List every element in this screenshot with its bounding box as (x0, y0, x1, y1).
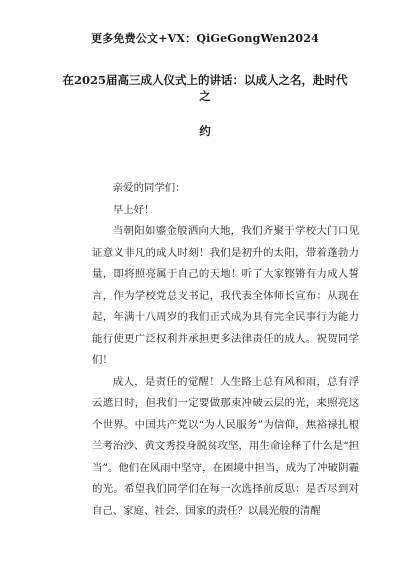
paragraph-1: 当朝阳如鎏金般洒向大地，我们齐聚于学校大门口见证意义非凡的成人时刻！我们是初升的太阳，带着蓬勃力量，即将照亮属于自己的天地！听了大家铿锵有力成人誓言，作为学校党总支书记，我代表全体师长宣布：从现在起，年满十八周岁的我们正式成为具有完全民事行为能力能行使更广泛权利并承担更多法律责任的成人。祝贺同学们！ (92, 225, 359, 366)
promo-header: 更多免费公文+VX：QiGeGongWen2024 (91, 32, 319, 45)
paragraph-2: 成人，是责任的觉醒！人生路上总有风和雨，总有浮云遮日时，但我们一定要做那束冲破云层的光，来照亮这个世界。中国共产党以“为人民服务”为信仰，焦裕禄扎根兰考治沙、黄文秀投身脱贫攻坚，用生命诠释了什么是“担当”。他们在风雨中坚守，在困境中担当，成为了冲破阴霾的光。希望我们同学们在每一次选择前反思：是否尽到对自己、家庭、社会、国家的责任？以晨光般的清醒 (92, 375, 359, 517)
document-title-line-1: 在2025届高三成人仪式上的讲话：以成人之名，赴时代之 (62, 73, 348, 103)
greeting: 早上好！ (112, 203, 155, 216)
document-body (92, 178, 359, 522)
document-title-line-2: 约 (199, 124, 211, 138)
salutation: 亲爱的同学们： (112, 182, 186, 194)
